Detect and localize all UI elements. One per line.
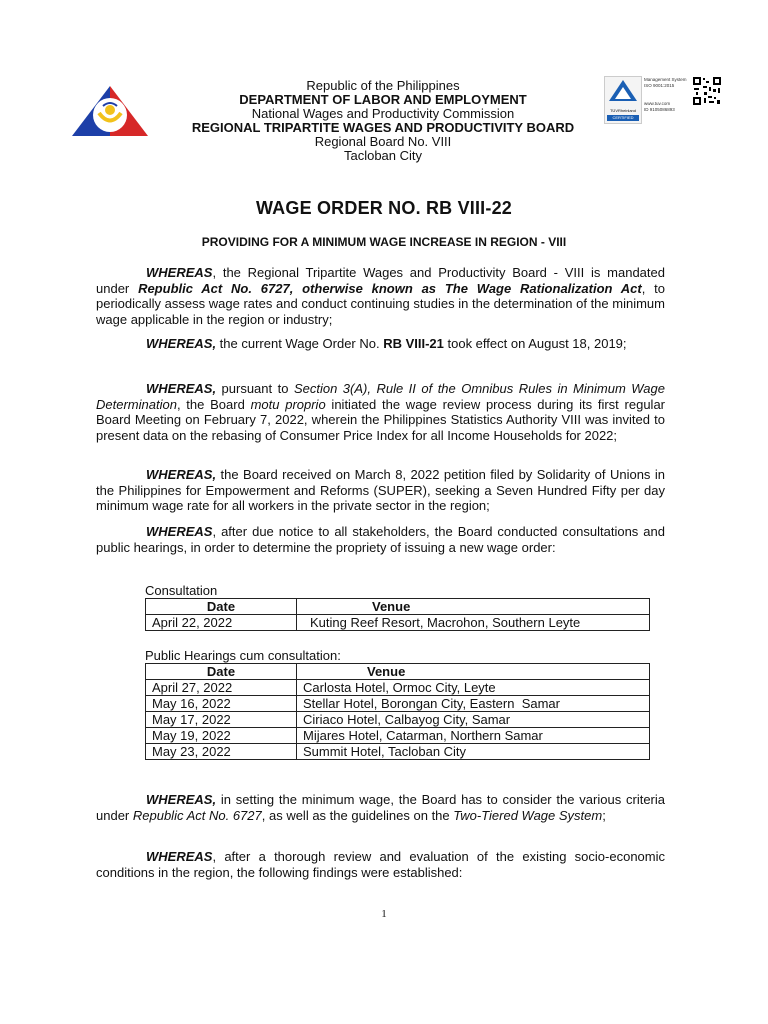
dole-logo bbox=[70, 80, 150, 140]
republic-act-ref: Republic Act No. 6727 bbox=[132, 807, 262, 823]
header-line-board: REGIONAL TRIPARTITE WAGES AND PRODUCTIVITY BOARD bbox=[191, 120, 575, 135]
table-row bbox=[146, 744, 650, 760]
paragraph-current-order bbox=[96, 336, 665, 352]
paragraph-text: took effect on August 18, 2019; bbox=[443, 336, 627, 351]
tuv-certified: CERTIFIED bbox=[607, 115, 639, 121]
cert-system: Management System bbox=[644, 77, 687, 82]
paragraph-consultations bbox=[96, 524, 665, 555]
paragraph-text: , the Board bbox=[176, 396, 251, 412]
table-cell-venue: Summit Hotel, Tacloban City bbox=[297, 744, 650, 760]
header-line-department: DEPARTMENT OF LABOR AND EMPLOYMENT bbox=[239, 92, 527, 107]
consultation-table bbox=[145, 598, 650, 631]
paragraph-text: the current Wage Order No. bbox=[216, 336, 384, 351]
paragraph-text: ; bbox=[602, 807, 606, 823]
tuv-brand: TÜVRheinland bbox=[609, 108, 636, 113]
table-row bbox=[146, 615, 650, 631]
wage-order-title: WAGE ORDER NO. RB VIII-22 bbox=[255, 198, 513, 218]
table-cell-venue: Ciriaco Hotel, Calbayog City, Samar bbox=[297, 712, 650, 728]
table-cell-venue: Mijares Hotel, Catarman, Northern Samar bbox=[297, 728, 650, 744]
header-line-commission: National Wages and Productivity Commission bbox=[251, 106, 515, 121]
whereas-label: WHEREAS, bbox=[146, 792, 217, 807]
column-header-venue: Venue bbox=[297, 599, 650, 615]
tuv-triangle-icon bbox=[605, 77, 641, 103]
paragraph-criteria bbox=[96, 792, 665, 823]
qr-code bbox=[692, 76, 722, 106]
table-row bbox=[146, 696, 650, 712]
paragraph-text: , to periodically assess wage rates and conduct continuing studies in the determination of the minimum wage applicable in the region or industry; bbox=[96, 280, 665, 327]
table-header-row bbox=[146, 599, 650, 615]
table-row bbox=[146, 680, 650, 696]
table-cell-date: May 23, 2022 bbox=[146, 744, 297, 760]
header-line-regional-board: Regional Board No. VIII bbox=[314, 134, 452, 149]
whereas-label: WHEREAS bbox=[146, 265, 213, 280]
cert-site: www.tuv.com bbox=[644, 101, 671, 106]
paragraph-mandate bbox=[96, 265, 665, 327]
table-header-row bbox=[146, 664, 650, 680]
table-cell-venue: Stellar Hotel, Borongan City, Eastern Samar bbox=[297, 696, 650, 712]
paragraph-text: , after due notice to all stakeholders, the Board conducted consultations and public hearings, in order to determine the propriety of issuing a new wage order: bbox=[96, 524, 665, 555]
letterhead bbox=[150, 79, 616, 163]
wage-order-subtitle: PROVIDING FOR A MINIMUM WAGE INCREASE IN REGION - VIII bbox=[201, 235, 567, 249]
paragraph-text: initiated the wage review process during its first regular Board Meeting on February 7, 2022, wherein the Philippines Statistics Authority VIII was invited to present data on the rebasing of Consumer Price Index for all Income Households for 2022; bbox=[96, 396, 666, 443]
hearings-caption: Public Hearings cum consultation: bbox=[145, 648, 341, 663]
table-cell-date: April 27, 2022 bbox=[146, 680, 297, 696]
table-row bbox=[146, 728, 650, 744]
republic-act-ref: Republic Act No. 6727, otherwise known as The Wage Rationalization Act bbox=[138, 280, 642, 296]
consultation-caption: Consultation bbox=[145, 583, 218, 598]
whereas-label: WHEREAS, bbox=[146, 336, 217, 351]
table-cell-venue: Carlosta Hotel, Ormoc City, Leyte bbox=[297, 680, 650, 696]
table-cell-date: May 16, 2022 bbox=[146, 696, 297, 712]
whereas-label: WHEREAS, bbox=[146, 381, 217, 396]
hearings-table bbox=[145, 663, 650, 760]
paragraph-text: , after a thorough review and evaluation of the existing socio-economic conditions in the region, the following findings were established: bbox=[96, 849, 665, 880]
paragraph-petition bbox=[96, 467, 665, 514]
paragraph-text: the Board received on March 8, 2022 petition filed by Solidarity of Unions in the Philippines for Empowerment and Reforms (SUPER), seeking a Seven Hundred Fifty per day minimum wage rate for all workers in the private sector in the region; bbox=[96, 467, 665, 513]
column-header-date: Date bbox=[146, 599, 297, 615]
wage-order-ref: RB VIII-21 bbox=[383, 336, 444, 351]
column-header-date: Date bbox=[146, 664, 297, 680]
table-cell-date: May 19, 2022 bbox=[146, 728, 297, 744]
paragraph-findings bbox=[96, 849, 665, 880]
tuv-logo bbox=[604, 76, 642, 124]
omnibus-rules-ref: Section 3(A), Rule II of the Omnibus Rules in Minimum Wage Determination bbox=[96, 381, 665, 412]
header-line-republic: Republic of the Philippines bbox=[306, 78, 460, 93]
table-cell-date: April 22, 2022 bbox=[146, 615, 297, 631]
page-number: 1 bbox=[381, 908, 387, 920]
paragraph-text: pursuant to bbox=[216, 381, 294, 396]
table-cell-date: May 17, 2022 bbox=[146, 712, 297, 728]
whereas-label: WHEREAS bbox=[146, 849, 213, 864]
motu-proprio: motu proprio bbox=[250, 396, 326, 412]
column-header-venue: Venue bbox=[297, 664, 650, 680]
paragraph-text: , the Regional Tripartite Wages and Productivity Board - VIII is mandated under bbox=[96, 265, 665, 296]
table-cell-venue: Kuting Reef Resort, Macrohon, Southern Leyte bbox=[297, 615, 650, 631]
paragraph-wage-review bbox=[96, 381, 665, 443]
whereas-label: WHEREAS, bbox=[146, 467, 217, 482]
paragraph-text: , as well as the guidelines on the bbox=[261, 807, 454, 823]
paragraph-text: in setting the minimum wage, the Board has to consider the various criteria under bbox=[96, 792, 665, 823]
header-line-city: Tacloban City bbox=[343, 148, 423, 163]
certification-badge bbox=[604, 76, 722, 122]
two-tiered-ref: Two-Tiered Wage System bbox=[453, 807, 603, 823]
cert-iso: ISO 9001:2015 bbox=[644, 83, 675, 88]
table-row bbox=[146, 712, 650, 728]
cert-id: ID 9105086893 bbox=[644, 107, 675, 112]
whereas-label: WHEREAS bbox=[146, 524, 213, 539]
